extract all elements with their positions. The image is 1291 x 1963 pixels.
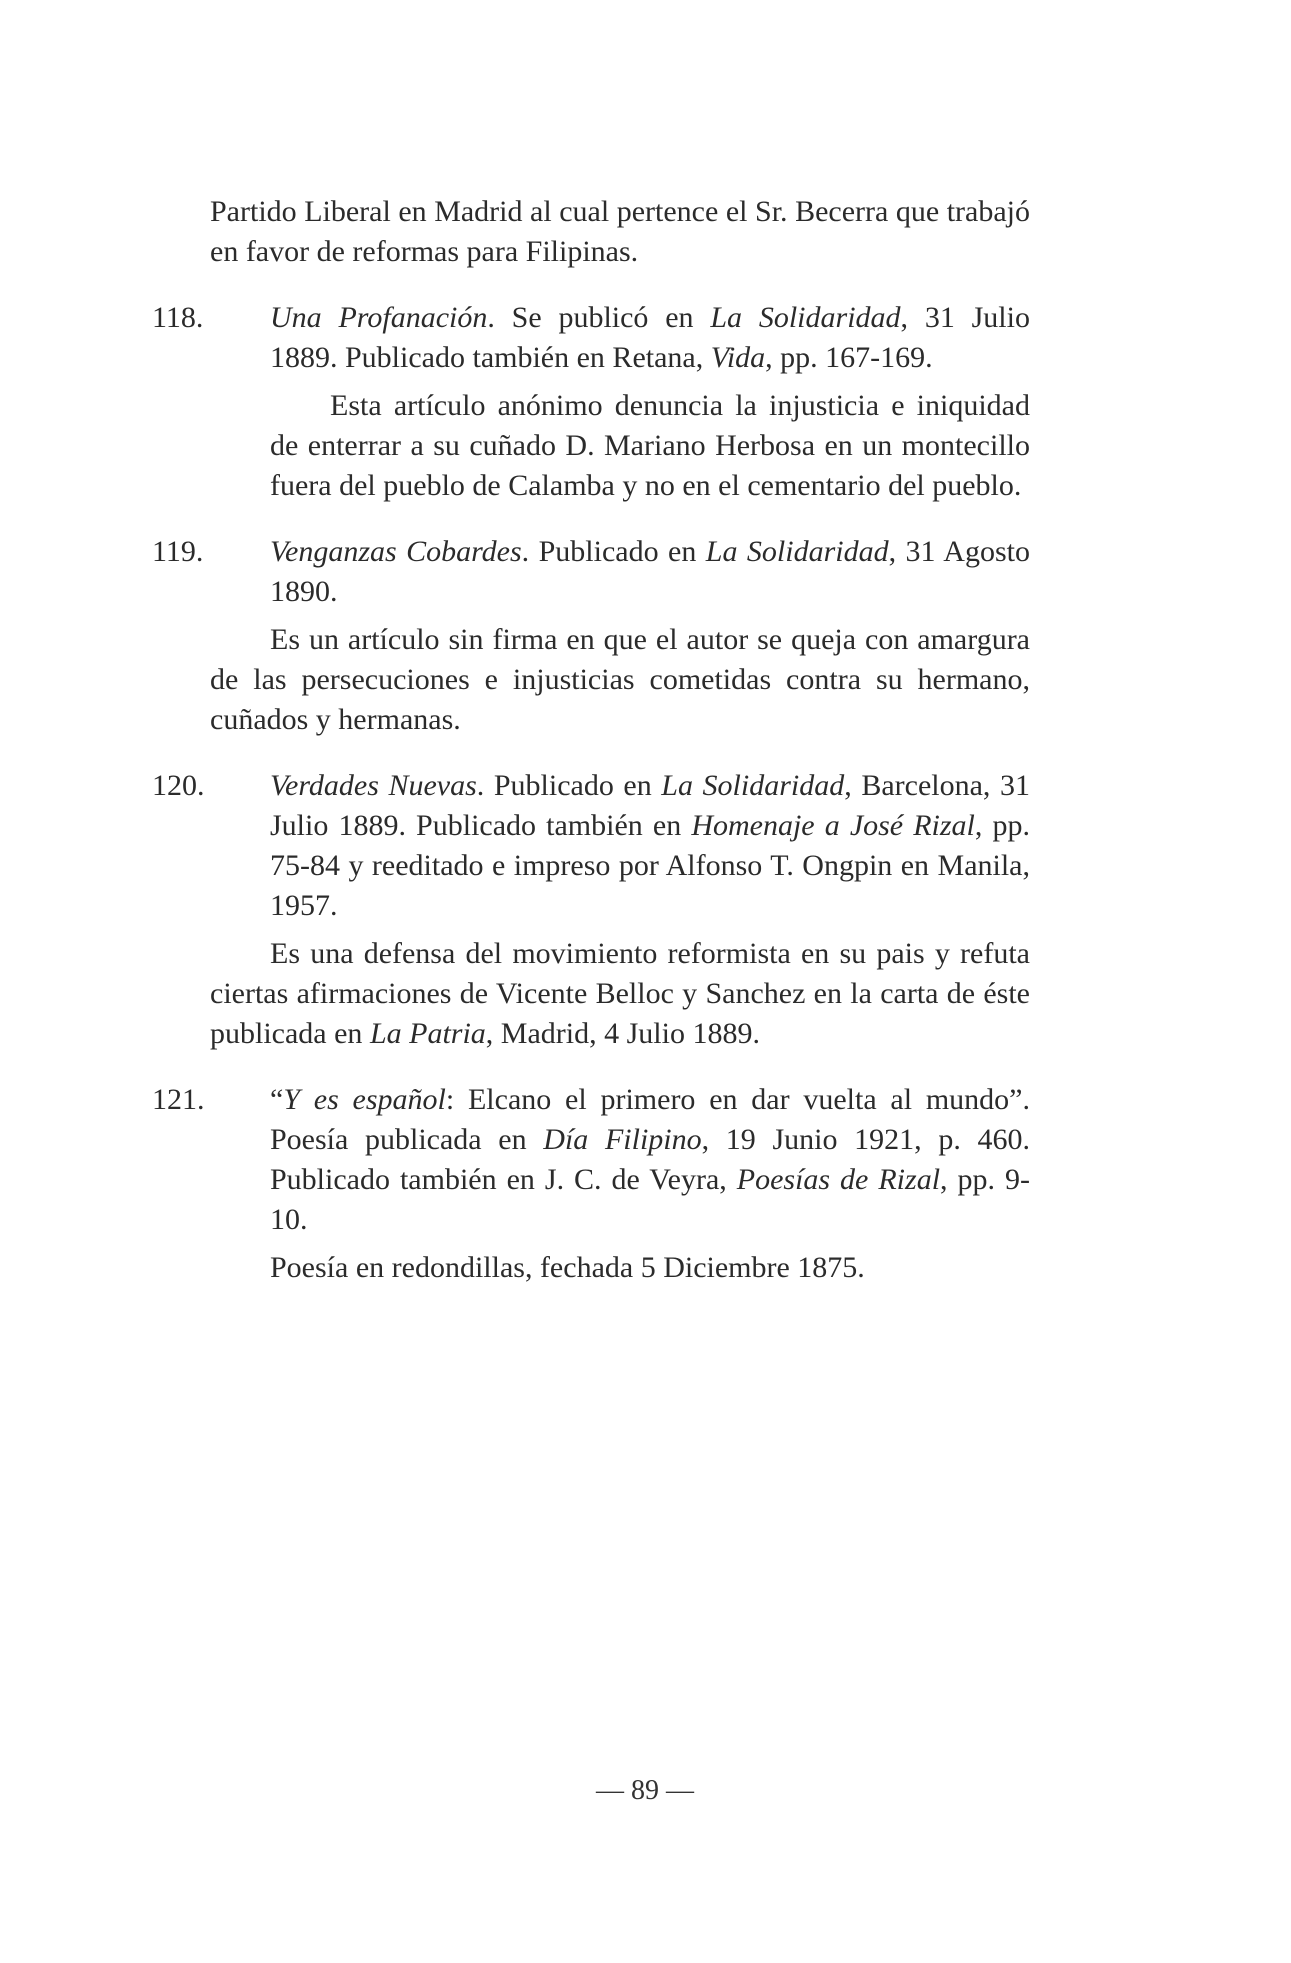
- page-number: — 89 —: [596, 1775, 694, 1806]
- entry-number: 119.: [152, 535, 204, 568]
- entry-source: Vida: [710, 341, 766, 374]
- entry-text: , 31 Agosto 1890.: [270, 535, 1030, 608]
- entry-note: [210, 934, 1030, 1054]
- entry-note-text: Esta artículo anónimo denuncia la injusticia e iniquidad de enterrar a su cuñado D. Mariano Herbosa en un montecillo fuera del pueblo de Calamba y no en el cementario del pueblo.: [270, 389, 1030, 502]
- entry-text: , pp. 9-10.: [270, 1163, 1030, 1236]
- entry-note: [210, 620, 1030, 740]
- intro-paragraph: [210, 192, 1030, 272]
- entry-note: [210, 1248, 1030, 1288]
- entry-title: Venganzas Cobardes: [270, 535, 522, 568]
- entry-120: [152, 766, 1031, 926]
- entry-text: , pp. 167-169.: [765, 341, 933, 374]
- entry-text: : Elcano el primero en dar vuelta al mundo”. Poesía publicada en: [270, 1083, 1031, 1156]
- entry-source: La Solidaridad: [705, 535, 889, 568]
- entry-source: Homenaje a José Rizal: [691, 809, 975, 842]
- entry-source: Día Filipino: [543, 1123, 702, 1156]
- entry-title: Y es español: [283, 1083, 446, 1116]
- entry-note-text: Poesía en redondillas, fechada 5 Diciembre 1875.: [270, 1251, 865, 1284]
- entry-note: [210, 386, 1030, 506]
- entry-text: , Barcelona, 31 Julio 1889. Publicado también en: [270, 769, 1030, 842]
- body-text: [152, 192, 1031, 1314]
- entry-text: , 31 Julio 1889. Publicado también en Retana,: [270, 301, 1030, 374]
- entry-number: 120.: [152, 769, 205, 802]
- entry-121: [152, 1080, 1031, 1240]
- entry-source: Poesías de Rizal: [736, 1163, 941, 1196]
- entry-note-text: Es una defensa del movimiento reformista en su pais y refuta ciertas afirmaciones de Vicente Belloc y Sanchez en la carta de éste publicada en: [210, 937, 1030, 1050]
- entry-text: . Publicado en: [476, 769, 662, 802]
- entry-source: La Solidaridad: [661, 769, 845, 802]
- entry-number: 121.: [152, 1083, 205, 1116]
- entry-note-text: , Madrid, 4 Julio 1889.: [485, 1017, 760, 1050]
- entry-source: La Patria: [369, 1017, 486, 1050]
- entry-title: Una Profanación: [270, 301, 488, 334]
- entry-source: La Solidaridad: [710, 301, 901, 334]
- entry-number: 118.: [152, 301, 204, 334]
- entry-title: Verdades Nuevas: [270, 769, 477, 802]
- entry-119: [152, 532, 1030, 612]
- entry-text: . Se publicó en: [487, 301, 711, 334]
- entry-text: . Publicado en: [521, 535, 706, 568]
- entry-note-text: Es un artículo sin firma en que el autor se queja con amargura de las persecuciones e injusticias cometidas contra su hermano, cuñados y hermanas.: [210, 623, 1030, 736]
- entry-118: [152, 298, 1030, 378]
- entry-text: , 19 Junio 1921, p. 460. Publicado también en J. C. de Veyra,: [270, 1123, 1030, 1196]
- entry-text: , pp. 75-84 y reeditado e impreso por Alfonso T. Ongpin en Manila, 1957.: [270, 809, 1031, 922]
- intro-text: Partido Liberal en Madrid al cual pertence el Sr. Becerra que trabajó en favor de reformas para Filipinas.: [210, 195, 1030, 268]
- entry-text: “: [270, 1083, 284, 1116]
